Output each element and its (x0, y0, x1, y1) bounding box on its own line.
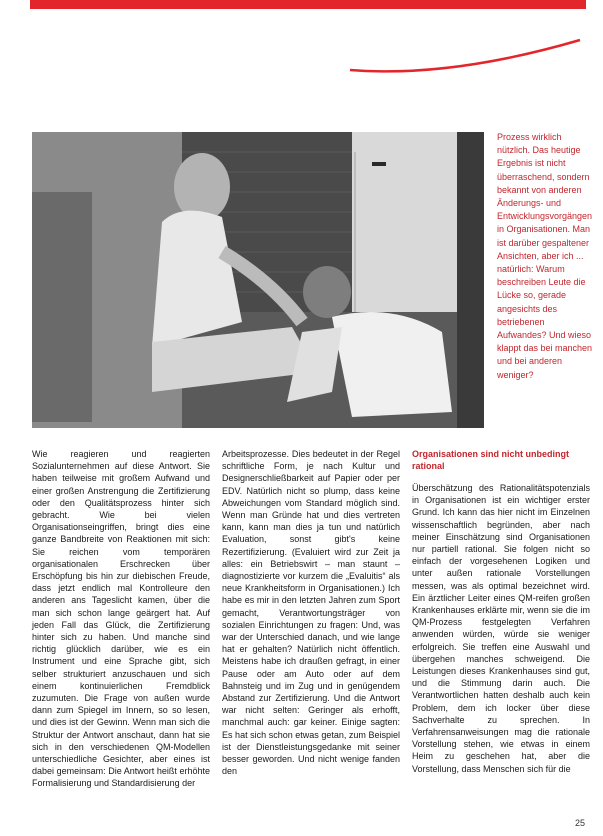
article-column-1 (32, 448, 210, 790)
photo-elderly-man-and-helper (32, 132, 484, 428)
pull-quote: Prozess wirklich nützlich. Das heutige Ergebnis ist nicht überraschend, sondern bekannt von anderen Änderungs- und Entwicklungsvorgängen in Organisationen. Man ist darüber gespaltener Ansichten, aber ich ... natürlich: Warum beschreiben Leute die Lücke so, gerade angesichts des betriebenen Aufwandes? Und wieso klappt das bei manchen und bei anderen weniger? (497, 132, 593, 380)
article-column-2 (222, 448, 400, 777)
section-heading: Organisationen sind nicht unbedingt rational (412, 449, 569, 471)
column-2-text: Arbeitsprozesse. Dies bedeutet in der Regel schriftliche Form, je nach Kultur und Designerschließbarkeit auf Papier oder per EDV. Natürlich nicht so plump, dass keine Abweichungen vom Standard möglich sind. Wenn man Gründe hat und dies vertreten kann, kann man dies ja tun und natürlich Evaluation, sonst gibt's keine Rezertifizierung. (Evaluiert wird zur Zeit ja alles: ein Betriebswirt – man staunt – diagnostizierte vor kurzem die „Evaluitis“ als neue Krankheitsform in Organisationen.) Ich habe es mir in den letzten Jahren zum Sport gemacht, Verantwortungsträger von sozialen Einrichtungen zu fragen: Und, was war der Unterschied danach, und wie lange hat er gehalten? Natürlich nicht öffentlich. Meistens habe ich draußen gefragt, in einer Pause oder am Auto oder auf dem Bahnsteig und im Zug und in genügendem Abstand zur Zertifizierung. Und die Antwort war nicht selten: Geringer als erhofft, manchmal auch: gar keiner. Einige sagten: Es hat sich schon etwas getan, zum Beispiel ist der Dienstleistungsgedanke mit seiner besser geworden. Und nicht wenige fanden den (222, 449, 400, 777)
article-column-3 (412, 448, 590, 775)
column-3-text: Überschätzung des Rationalitätspotenzials in Organisationen ist ein wichtiger erster Grund. Ich kann das hier nicht im Einzelnen wissenschaftlich begründen, aber nach meiner Einschätzung sind Organisationen nur partiell rational. Sie folgen nicht so einfach der vorgesehenen Logiken und unter außen rationale Vorstellungen messen, was als optimal bezeichnet wird. Ein ärztlicher Leiter eines QM-reifen großen Krankenhauses erklärte mir, wenn sie die im QM-Prozess festgelegten Verfahren anwenden würden, würde sie weniger erfolgreich. Sie treffen eine Auswahl und übergehen manches schweigend. Die Leistungen dieses Krankenhauses sind gut, und die Stimmung darin auch. Die Verantwortlichen hatten deshalb auch kein Problem, dem ich locker über diese Sachverhalte zu sprechen. In Verfahrensanweisungen mag die rationale Vorstellung stehen, wie etwas in einem Heim zu geschehen hat, aber die Vorstellung, dass Menschen sich für die (412, 483, 590, 774)
top-accent-bar (30, 0, 586, 9)
red-swoosh-decoration (340, 30, 590, 90)
page-number: 25 (574, 818, 585, 828)
column-1-text: Wie reagieren und reagierten Sozialunternehmen auf diese Antwort. Sie haben teilweise mit großem Aufwand und einer großen Anstrengung die Zertifizierung oder den Qualitätsprozess hinter sich gebracht. Wie bei vielen Organisationseingriffen, bringt dies eine ganze Bandbreite von Reaktionen mit sich: Sie reichen vom temporären organisationalen Erschrecken über Erschöpfung bis hin zur diebischen Freude, dass jetzt endlich mal Kontrolleure den anderen ans Tageslicht kamen, über die man sich schon lange geärgert hat. Auf jeden Fall das Glück, die Zertifizierung hinter sich zu haben. Und manche sind richtig glücklich darüber, wie es ein Instrument und eine Sprache gibt, sich selber strukturiert anzuschauen und sich einem kontinuierlichen Fremdblick zuzumuten. Die Frage von außen wurde dann zum Spiegel im Innern, so so lesen, und dies ist der Gewinn. Wenn man sich die Struktur der Antwort anschaut, dann hat sie sich in den verschiedenen QM-Modellen unterschiedliche Gesichter, aber eines ist dabei gemeinsam: Die Antwort heißt erhöhte Formalisierung und Standardisierung der (32, 449, 210, 789)
